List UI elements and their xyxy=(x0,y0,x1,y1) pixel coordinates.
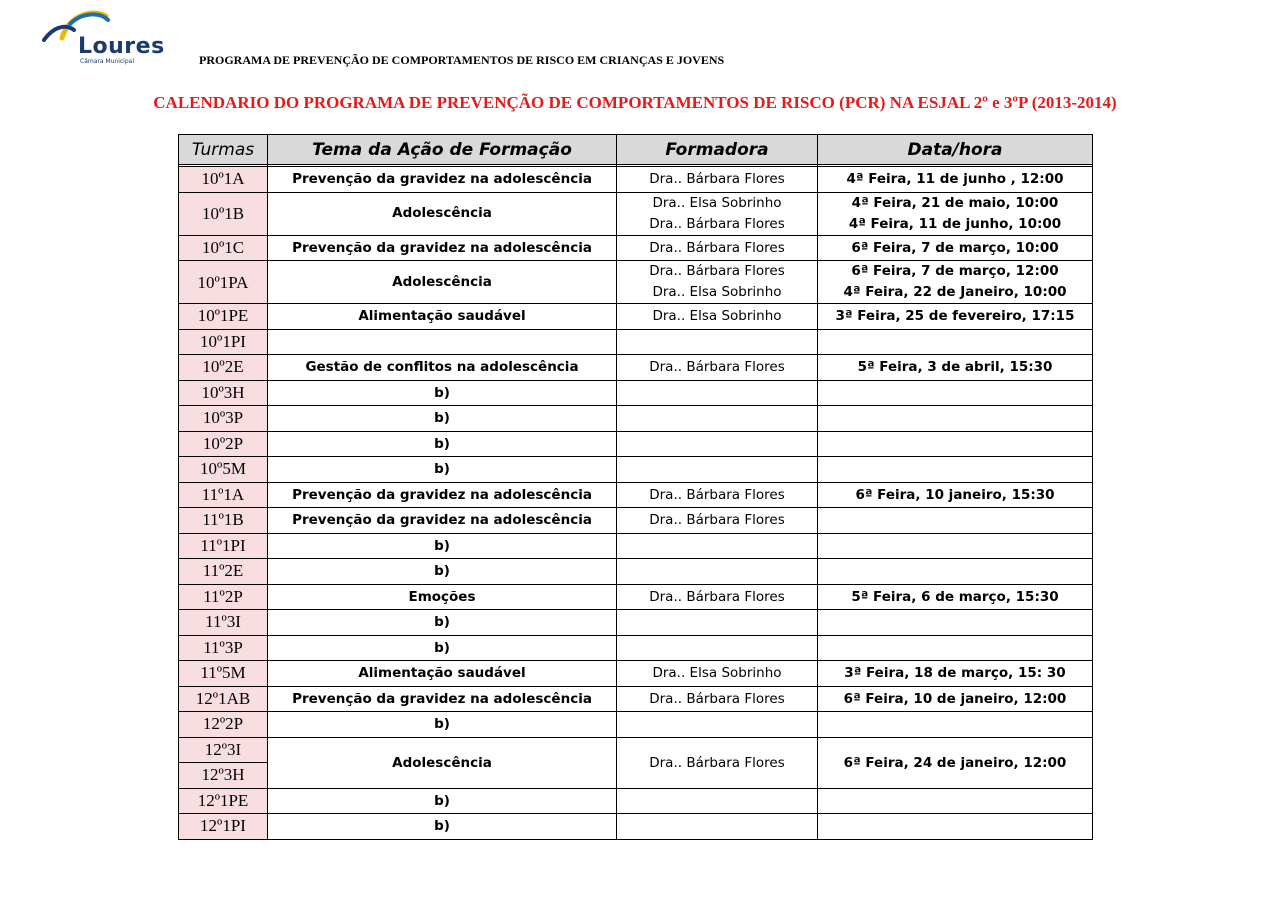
data-cell: 4ª Feira, 11 de junho , 12:00 xyxy=(818,167,1093,193)
tema-cell: b) xyxy=(268,380,617,406)
turma-cell: 10º5M xyxy=(179,457,268,483)
calendar-table xyxy=(178,134,1093,840)
formadora-cell: Dra.. Elsa Sobrinho xyxy=(617,661,818,687)
data-line: 6ª Feira, 7 de março, 12:00 xyxy=(851,263,1059,279)
data-cell: 3ª Feira, 25 de fevereiro, 17:15 xyxy=(818,304,1093,330)
turma-cell: 11º1PI xyxy=(179,533,268,559)
page-title: CALENDARIO DO PROGRAMA DE PREVENÇÃO DE COMPORTAMENTOS DE RISCO (PCR) NA ESJAL 2º e 3ºP (2013-2014) xyxy=(153,93,1117,112)
table-row xyxy=(179,737,1093,763)
table-row xyxy=(179,304,1093,330)
table-row xyxy=(179,235,1093,261)
table-row xyxy=(179,559,1093,585)
tema-cell: Alimentação saudável xyxy=(268,661,617,687)
tema-cell xyxy=(268,329,617,355)
table-row xyxy=(179,261,1093,304)
tema-cell: b) xyxy=(268,635,617,661)
tema-cell: b) xyxy=(268,610,617,636)
formadora-cell xyxy=(617,261,818,304)
formadora-cell xyxy=(617,329,818,355)
table-row xyxy=(179,788,1093,814)
table-row xyxy=(179,406,1093,432)
turma-cell: 12º1PI xyxy=(179,814,268,840)
table-row xyxy=(179,712,1093,738)
formadora-cell xyxy=(617,788,818,814)
formadora-cell: Dra.. Bárbara Flores xyxy=(617,235,818,261)
formadora-cell: Dra.. Bárbara Flores xyxy=(617,355,818,381)
logo-wordmark: Loures xyxy=(78,34,165,59)
formadora-line: Dra.. Bárbara Flores xyxy=(649,215,785,232)
table-row xyxy=(179,431,1093,457)
header-tema: Tema da Ação de Formação xyxy=(268,135,617,165)
tema-cell: Gestão de conflitos na adolescência xyxy=(268,355,617,381)
tema-cell: Prevenção da gravidez na adolescência xyxy=(268,686,617,712)
tema-cell: b) xyxy=(268,814,617,840)
turma-cell: 12º2P xyxy=(179,712,268,738)
tema-cell: b) xyxy=(268,406,617,432)
data-cell: 3ª Feira, 18 de março, 15: 30 xyxy=(818,661,1093,687)
turma-cell: 10º3P xyxy=(179,406,268,432)
formadora-cell xyxy=(617,533,818,559)
table-header-row xyxy=(179,135,1093,165)
tema-cell: Prevenção da gravidez na adolescência xyxy=(268,167,617,193)
tema-cell: Adolescência xyxy=(268,192,617,235)
formadora-cell xyxy=(617,610,818,636)
data-cell: 6ª Feira, 10 janeiro, 15:30 xyxy=(818,482,1093,508)
formadora-line: Dra.. Elsa Sobrinho xyxy=(652,194,782,211)
turma-cell: 10º1B xyxy=(179,192,268,235)
table-row xyxy=(179,457,1093,483)
tema-cell: Adolescência xyxy=(268,261,617,304)
tema-cell: b) xyxy=(268,431,617,457)
data-cell xyxy=(818,261,1093,304)
data-cell xyxy=(818,457,1093,483)
data-cell: 5ª Feira, 6 de março, 15:30 xyxy=(818,584,1093,610)
turma-cell: 10º3H xyxy=(179,380,268,406)
formadora-cell: Dra.. Bárbara Flores xyxy=(617,482,818,508)
turma-cell: 10º1A xyxy=(179,167,268,193)
table-row xyxy=(179,533,1093,559)
formadora-line: Dra.. Bárbara Flores xyxy=(649,263,785,279)
table-row xyxy=(179,610,1093,636)
tema-cell: Prevenção da gravidez na adolescência xyxy=(268,235,617,261)
tema-cell: Prevenção da gravidez na adolescência xyxy=(268,482,617,508)
tema-cell: b) xyxy=(268,533,617,559)
data-cell xyxy=(818,192,1093,235)
table-row xyxy=(179,686,1093,712)
data-cell xyxy=(818,329,1093,355)
formadora-cell: Dra.. Bárbara Flores xyxy=(617,584,818,610)
turma-cell: 10º1PA xyxy=(179,261,268,304)
formadora-cell: Dra.. Bárbara Flores xyxy=(617,167,818,193)
data-cell xyxy=(818,406,1093,432)
table-row xyxy=(179,661,1093,687)
formadora-cell xyxy=(617,431,818,457)
loures-logo xyxy=(40,8,175,64)
table-row xyxy=(179,192,1093,235)
data-cell xyxy=(818,559,1093,585)
data-cell: 6ª Feira, 7 de março, 10:00 xyxy=(818,235,1093,261)
turma-cell: 11º2P xyxy=(179,584,268,610)
turma-cell: 10º2E xyxy=(179,355,268,381)
formadora-cell xyxy=(617,559,818,585)
tema-cell: b) xyxy=(268,712,617,738)
turma-cell: 12º1AB xyxy=(179,686,268,712)
turma-cell: 11º5M xyxy=(179,661,268,687)
tema-cell: b) xyxy=(268,788,617,814)
table-row xyxy=(179,380,1093,406)
data-line: 4ª Feira, 21 de maio, 10:00 xyxy=(851,194,1059,211)
turma-cell: 10º1C xyxy=(179,235,268,261)
data-cell: 6ª Feira, 10 de janeiro, 12:00 xyxy=(818,686,1093,712)
data-cell: 5ª Feira, 3 de abril, 15:30 xyxy=(818,355,1093,381)
tema-cell: b) xyxy=(268,457,617,483)
turma-cell: 10º2P xyxy=(179,431,268,457)
data-cell xyxy=(818,788,1093,814)
formadora-cell xyxy=(617,712,818,738)
data-cell xyxy=(818,508,1093,534)
formadora-cell: Dra.. Elsa Sobrinho xyxy=(617,304,818,330)
header-formadora: Formadora xyxy=(617,135,818,165)
program-name: PROGRAMA DE PREVENÇÃO DE COMPORTAMENTOS DE RISCO EM CRIANÇAS E JOVENS xyxy=(199,53,725,67)
table-row xyxy=(179,508,1093,534)
formadora-cell xyxy=(617,457,818,483)
formadora-line: Dra.. Elsa Sobrinho xyxy=(652,284,782,300)
formadora-cell xyxy=(617,635,818,661)
tema-cell: Adolescência xyxy=(268,737,617,788)
turma-cell: 11º3P xyxy=(179,635,268,661)
data-line: 4ª Feira, 11 de junho, 10:00 xyxy=(848,215,1062,232)
turma-cell: 12º3H xyxy=(179,763,268,789)
formadora-cell xyxy=(617,380,818,406)
tema-cell: Emoções xyxy=(268,584,617,610)
formadora-cell xyxy=(617,406,818,432)
table-row xyxy=(179,167,1093,193)
data-cell xyxy=(818,814,1093,840)
data-cell: 6ª Feira, 24 de janeiro, 12:00 xyxy=(818,737,1093,788)
data-cell xyxy=(818,712,1093,738)
formadora-cell xyxy=(617,814,818,840)
data-line: 4ª Feira, 22 de Janeiro, 10:00 xyxy=(843,284,1067,300)
table-row xyxy=(179,355,1093,381)
turma-cell: 11º1A xyxy=(179,482,268,508)
turma-cell: 11º1B xyxy=(179,508,268,534)
data-cell xyxy=(818,533,1093,559)
header-turmas: Turmas xyxy=(179,135,268,165)
turma-cell: 10º1PE xyxy=(179,304,268,330)
turma-cell: 10º1PI xyxy=(179,329,268,355)
table-row xyxy=(179,329,1093,355)
tema-cell: Prevenção da gravidez na adolescência xyxy=(268,508,617,534)
logo-subtitle: Câmara Municipal xyxy=(80,58,135,65)
formadora-cell: Dra.. Bárbara Flores xyxy=(617,737,818,788)
tema-cell: b) xyxy=(268,559,617,585)
turma-cell: 12º1PE xyxy=(179,788,268,814)
table-row xyxy=(179,814,1093,840)
data-cell xyxy=(818,431,1093,457)
formadora-cell: Dra.. Bárbara Flores xyxy=(617,508,818,534)
turma-cell: 11º2E xyxy=(179,559,268,585)
data-cell xyxy=(818,635,1093,661)
table-row xyxy=(179,635,1093,661)
turma-cell: 12º3I xyxy=(179,737,268,763)
tema-cell: Alimentação saudável xyxy=(268,304,617,330)
turma-cell: 11º3I xyxy=(179,610,268,636)
table-row xyxy=(179,584,1093,610)
formadora-cell xyxy=(617,192,818,235)
header-data-hora: Data/hora xyxy=(818,135,1093,165)
data-cell xyxy=(818,380,1093,406)
formadora-cell: Dra.. Bárbara Flores xyxy=(617,686,818,712)
table-row xyxy=(179,482,1093,508)
data-cell xyxy=(818,610,1093,636)
